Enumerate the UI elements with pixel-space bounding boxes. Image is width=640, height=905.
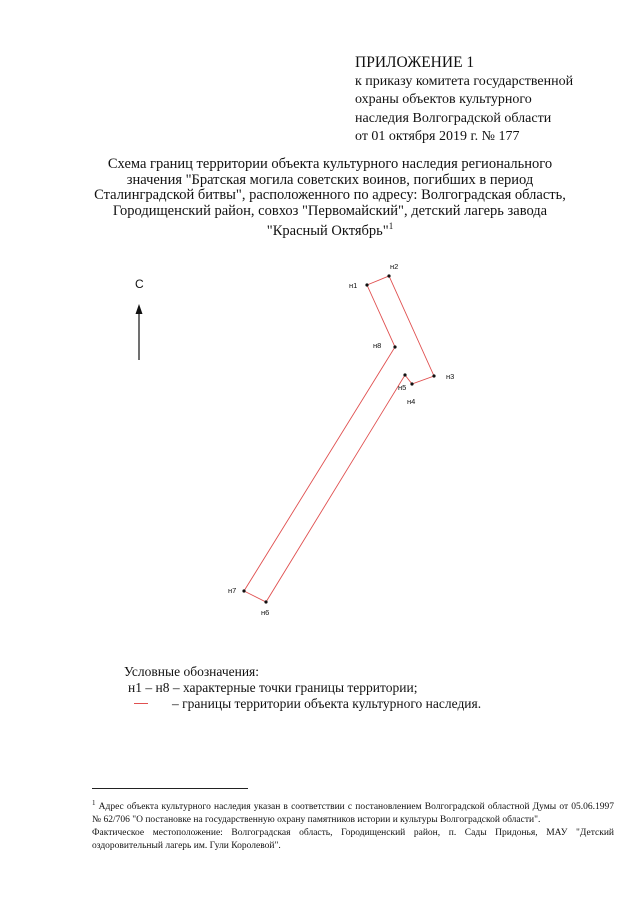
scheme-title-line: [70, 219, 590, 239]
point-marker: [432, 374, 435, 377]
legend-boundary-line: [134, 703, 148, 704]
north-label: С: [135, 277, 144, 291]
point-marker: [264, 600, 267, 603]
point-label-n1: н1: [349, 281, 358, 290]
appendix-line: наследия Волгоградской области: [355, 110, 552, 126]
point-marker: [387, 274, 390, 277]
point-label-n7: н7: [228, 586, 237, 595]
point-label-n6: н6: [261, 608, 270, 617]
point-label-n5: н5: [398, 383, 407, 392]
footnote-text: Адрес объекта культурного наследия указан в соответствии с постановлением Волгоградской областной Думы от 05.06.1997 № 62/706 "О постановке на государственную охрану памятников истории и культуры Волгоградской области".: [92, 802, 614, 825]
scheme-title-line: Сталинградской битвы", расположенного по адресу: Волгоградская область,: [94, 187, 566, 203]
appendix-line: к приказу комитета государственной: [355, 73, 574, 89]
appendix-line: от 01 октября 2019 г. № 177: [355, 129, 520, 144]
point-marker: [242, 589, 245, 592]
point-label-n3: н3: [446, 372, 455, 381]
legend-boundary-desc: – границы территории объекта культурного наследия.: [172, 696, 482, 711]
point-marker: [365, 283, 368, 286]
point-marker: [403, 373, 406, 376]
footnote-paragraph: Фактическое местоположение: Волгоградская область, Городищенский район, п. Сады Придонья, МАУ "Детский оздоровительный лагерь им. Гули Королевой".: [92, 828, 614, 851]
territory-boundary: [244, 276, 434, 602]
point-label-n2: н2: [390, 262, 399, 271]
legend-points-label: н1 – н8: [128, 680, 170, 695]
appendix-title: ПРИЛОЖЕНИЕ 1: [355, 54, 475, 71]
point-label-n4: н4: [407, 397, 416, 406]
scheme-title-line: Городищенский район, совхоз "Первомайский", детский лагерь завода: [112, 202, 548, 219]
point-marker: [393, 345, 396, 348]
point-label-n8: н8: [373, 341, 382, 350]
legend-row-boundary: [124, 696, 481, 712]
footnote-mark: 1: [92, 799, 96, 807]
point-marker: [410, 382, 413, 385]
footnote-reference: 1: [388, 221, 394, 231]
footnote-divider: [92, 788, 248, 789]
north-arrow-head-icon: [136, 304, 143, 314]
legend-title: Условные обозначения:: [124, 664, 260, 679]
appendix-line: охраны объектов культурного: [355, 92, 532, 107]
scheme-title-line: значения "Братская могила советских воинов, погибших в период: [126, 171, 534, 188]
legend-points-desc: – характерные точки границы территории;: [169, 680, 418, 695]
footnote-paragraph: [92, 797, 614, 826]
scheme-title-text: "Красный Октябрь": [266, 222, 389, 239]
boundary-plan: [0, 240, 640, 620]
scheme-title: [70, 157, 590, 239]
footnote: [92, 797, 614, 853]
appendix-header: [355, 54, 625, 147]
legend-row-points: [124, 680, 481, 696]
scheme-title-line: Схема границ территории объекта культурного наследия регионального: [107, 156, 553, 172]
legend: [124, 664, 481, 712]
boundary-points: [242, 274, 435, 603]
